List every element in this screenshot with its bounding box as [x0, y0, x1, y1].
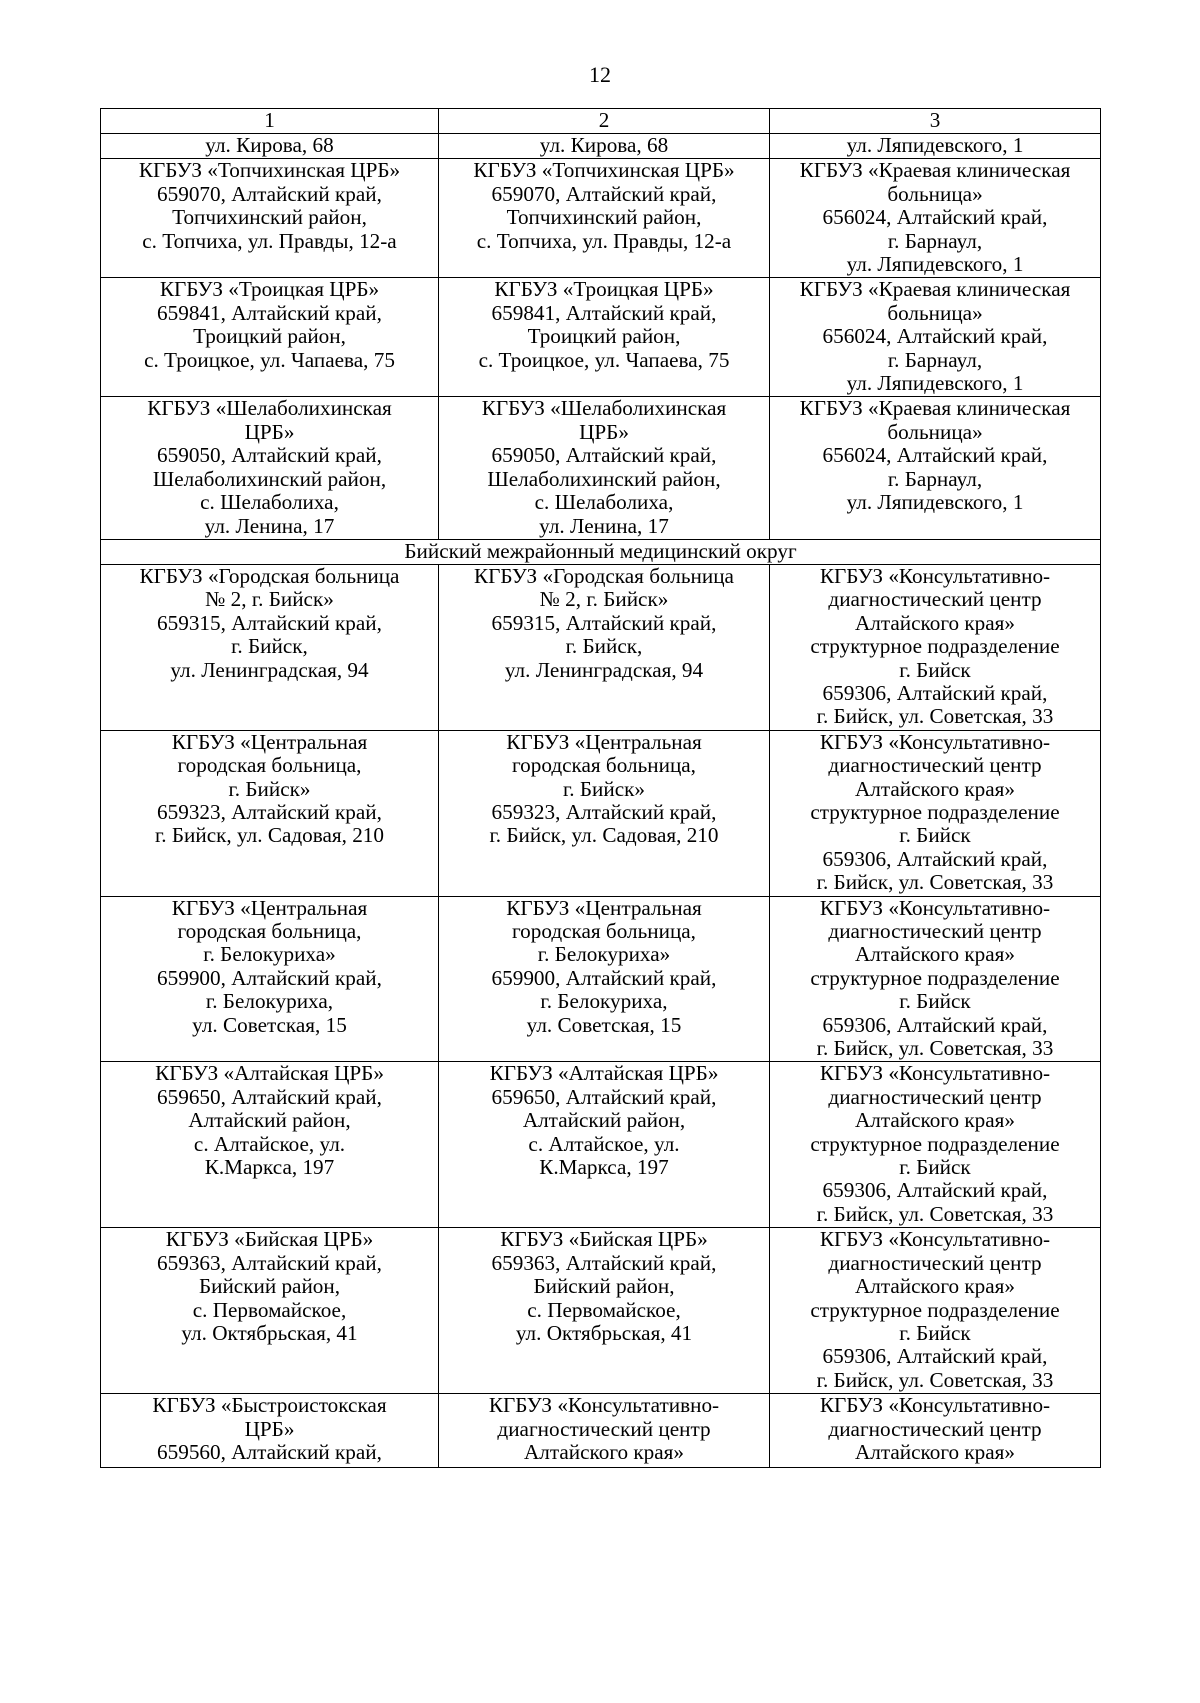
referring-facility-cell: КГБУЗ «Центральная городская больница, г. Белокуриха» 659900, Алтайский край, г. Белокуриха, ул. Советская, 15 [439, 896, 770, 1062]
receiving-facility-cell: КГБУЗ «Краевая клиническая больница» 656024, Алтайский край, г. Барнаул, ул. Ляпидевского, 1 [770, 159, 1101, 278]
table-row [101, 730, 1101, 896]
district-facility-cell: КГБУЗ «Городская больница № 2, г. Бийск» 659315, Алтайский край, г. Бийск, ул. Ленинградская, 94 [101, 564, 439, 730]
section-heading: Бийский межрайонный медицинский округ [101, 539, 1101, 564]
district-facility-cell: КГБУЗ «Троицкая ЦРБ» 659841, Алтайский край, Троицкий район, с. Троицкое, ул. Чапаева, 75 [101, 278, 439, 397]
header-cell-2: 2 [439, 109, 770, 134]
table-row [101, 1228, 1101, 1394]
referring-facility-cell: КГБУЗ «Троицкая ЦРБ» 659841, Алтайский край, Троицкий район, с. Троицкое, ул. Чапаева, 75 [439, 278, 770, 397]
header-cell-3: 3 [770, 109, 1101, 134]
referring-facility-cell: ул. Кирова, 68 [439, 134, 770, 159]
district-facility-cell: КГБУЗ «Бийская ЦРБ» 659363, Алтайский край, Бийский район, с. Первомайское, ул. Октябрьская, 41 [101, 1228, 439, 1394]
receiving-facility-cell: КГБУЗ «Консультативно- диагностический центр Алтайского края» структурное подразделение г. Бийск 659306, Алтайский край, г. Бийск, ул. Советская, 33 [770, 1228, 1101, 1394]
table-row [101, 278, 1101, 397]
table-row [101, 1062, 1101, 1228]
referring-facility-cell: КГБУЗ «Алтайская ЦРБ» 659650, Алтайский край, Алтайский район, с. Алтайское, ул. К.Маркса, 197 [439, 1062, 770, 1228]
district-facility-cell: КГБУЗ «Шелаболихинская ЦРБ» 659050, Алтайский край, Шелаболихинский район, с. Шелаболиха, ул. Ленина, 17 [101, 397, 439, 539]
referring-facility-cell: КГБУЗ «Городская больница № 2, г. Бийск» 659315, Алтайский край, г. Бийск, ул. Ленинградская, 94 [439, 564, 770, 730]
district-facility-cell: ул. Кирова, 68 [101, 134, 439, 159]
table-row [101, 134, 1101, 159]
receiving-facility-cell: КГБУЗ «Консультативно- диагностический центр Алтайского края» структурное подразделение г. Бийск 659306, Алтайский край, г. Бийск, ул. Советская, 33 [770, 896, 1101, 1062]
referring-facility-cell: КГБУЗ «Топчихинская ЦРБ» 659070, Алтайский край, Топчихинский район, с. Топчиха, ул. Правды, 12-а [439, 159, 770, 278]
district-facility-cell: КГБУЗ «Топчихинская ЦРБ» 659070, Алтайский край, Топчихинский район, с. Топчиха, ул. Правды, 12-а [101, 159, 439, 278]
receiving-facility-cell: КГБУЗ «Консультативно- диагностический центр Алтайского края» структурное подразделение г. Бийск 659306, Алтайский край, г. Бийск, ул. Советская, 33 [770, 730, 1101, 896]
table-body [101, 109, 1101, 1468]
table-row [101, 564, 1101, 730]
receiving-facility-cell: КГБУЗ «Консультативно- диагностический центр Алтайского края» структурное подразделение г. Бийск 659306, Алтайский край, г. Бийск, ул. Советская, 33 [770, 1062, 1101, 1228]
referring-facility-cell: КГБУЗ «Бийская ЦРБ» 659363, Алтайский край, Бийский район, с. Первомайское, ул. Октябрьская, 41 [439, 1228, 770, 1394]
receiving-facility-cell: КГБУЗ «Краевая клиническая больница» 656024, Алтайский край, г. Барнаул, ул. Ляпидевского, 1 [770, 397, 1101, 539]
referring-facility-cell: КГБУЗ «Центральная городская больница, г. Бийск» 659323, Алтайский край, г. Бийск, ул. Садовая, 210 [439, 730, 770, 896]
receiving-facility-cell: КГБУЗ «Краевая клиническая больница» 656024, Алтайский край, г. Барнаул, ул. Ляпидевского, 1 [770, 278, 1101, 397]
table-row [101, 159, 1101, 278]
receiving-facility-cell: КГБУЗ «Консультативно- диагностический центр Алтайского края» структурное подразделение г. Бийск 659306, Алтайский край, г. Бийск, ул. Советская, 33 [770, 564, 1101, 730]
section-heading-row [101, 539, 1101, 564]
district-facility-cell: КГБУЗ «Центральная городская больница, г. Бийск» 659323, Алтайский край, г. Бийск, ул. Садовая, 210 [101, 730, 439, 896]
facility-table [100, 108, 1101, 1468]
table-row [101, 1394, 1101, 1468]
table-header-row [101, 109, 1101, 134]
table-row [101, 397, 1101, 539]
referring-facility-cell: КГБУЗ «Шелаболихинская ЦРБ» 659050, Алтайский край, Шелаболихинский район, с. Шелаболиха, ул. Ленина, 17 [439, 397, 770, 539]
receiving-facility-cell: КГБУЗ «Консультативно- диагностический центр Алтайского края» [770, 1394, 1101, 1468]
receiving-facility-cell: ул. Ляпидевского, 1 [770, 134, 1101, 159]
district-facility-cell: КГБУЗ «Быстроистокская ЦРБ» 659560, Алтайский край, [101, 1394, 439, 1468]
district-facility-cell: КГБУЗ «Центральная городская больница, г. Белокуриха» 659900, Алтайский край, г. Белокуриха, ул. Советская, 15 [101, 896, 439, 1062]
referring-facility-cell: КГБУЗ «Консультативно- диагностический центр Алтайского края» [439, 1394, 770, 1468]
district-facility-cell: КГБУЗ «Алтайская ЦРБ» 659650, Алтайский край, Алтайский район, с. Алтайское, ул. К.Маркса, 197 [101, 1062, 439, 1228]
table-row [101, 896, 1101, 1062]
page-number: 12 [589, 62, 611, 87]
header-cell-1: 1 [101, 109, 439, 134]
